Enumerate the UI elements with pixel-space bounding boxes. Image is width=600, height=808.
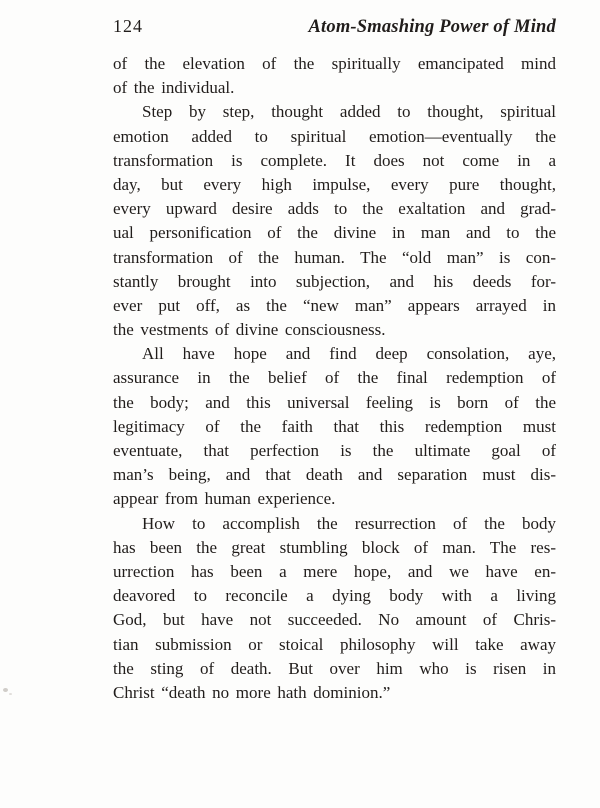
scan-speckle — [3, 688, 8, 692]
text-line: deavored to reconcile a dying body with a living — [113, 586, 556, 606]
text-line: the body; and this universal feeling is born of the — [113, 392, 556, 412]
text-line: of the individual. — [113, 78, 235, 98]
text-line: of the elevation of the spiritually emancipated mind — [113, 54, 556, 73]
text-line: man’s being, and that death and separation must dis- — [113, 465, 556, 485]
text-line: assurance in the belief of the final redemption of — [113, 368, 556, 388]
page-number: 124 — [113, 16, 143, 36]
body-text — [113, 52, 556, 705]
scan-speckle — [9, 693, 12, 695]
text-line: stantly brought into subjection, and his deeds for- — [113, 271, 556, 291]
text-line: God, but have not succeeded. No amount of Chris- — [113, 610, 556, 630]
text-line: has been the great stumbling block of man. The res- — [113, 537, 556, 557]
running-title: Atom-Smashing Power of Mind — [308, 17, 556, 37]
text-line: emotion added to spiritual emotion—eventually the — [113, 126, 556, 146]
text-line: day, but every high impulse, every pure thought, — [113, 174, 556, 194]
text-line: ever put off, as the “new man” appears arrayed in — [113, 295, 556, 315]
text-line: the vestments of divine consciousness. — [113, 320, 386, 340]
text-line: All have hope and find deep consolation, aye, — [142, 344, 556, 364]
text-line: every upward desire adds to the exaltation and grad- — [113, 199, 556, 219]
text-line: appear from human experience. — [113, 489, 336, 509]
text-line: legitimacy of the faith that this redemption must — [113, 416, 556, 436]
text-line: the sting of death. But over him who is risen in — [113, 658, 556, 678]
text-line: How to accomplish the resurrection of the body — [142, 513, 556, 533]
text-line: transformation of the human. The “old man” is con- — [113, 247, 556, 267]
text-line: urrection has been a mere hope, and we have en- — [113, 561, 556, 581]
page-content — [113, 14, 556, 705]
running-head — [113, 14, 556, 38]
text-line: eventuate, that perfection is the ultimate goal of — [113, 441, 556, 460]
text-line: ual personification of the divine in man and to the — [113, 223, 556, 243]
text-line: Step by step, thought added to thought, spiritual — [142, 102, 556, 122]
text-line: transformation is complete. It does not come in a — [113, 150, 556, 170]
text-line: Christ “death no more hath dominion.” — [113, 682, 391, 702]
text-line: tian submission or stoical philosophy will take away — [113, 634, 556, 654]
